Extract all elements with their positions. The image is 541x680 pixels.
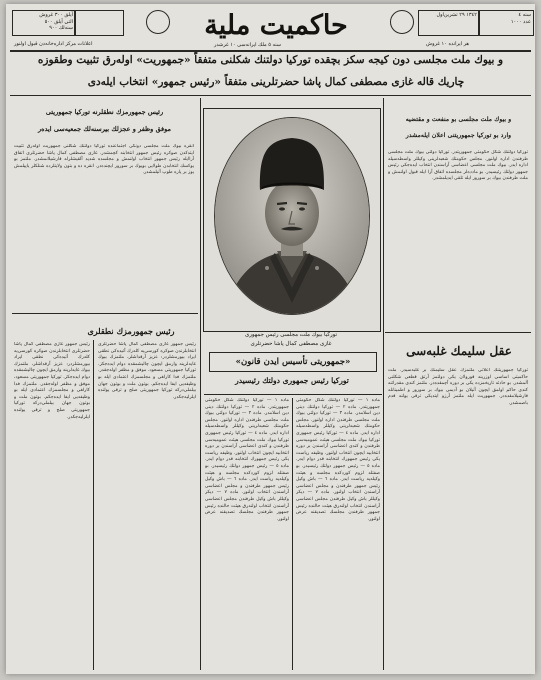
masthead-subline-left: اعلانات مركز اداره‌خانه‌دن قبول اولنور xyxy=(14,41,93,47)
portrait-figure-icon xyxy=(215,118,369,314)
column-rule-left xyxy=(200,98,201,670)
left-article-body: انقره بيوك ملت مجلسی دونكی اجتماعنده تورکيا دولتنك شكلنی جمهوريت اولەرق تثبيت ايتدكدن صوكره رئيس جمهور انتخابنه كچمشدر. غازی مصطفی كمال پاشا حضرتلری اتفاق آراايله رئيس جمهور انتخاب اولنمش و مجلسده شديد آلقيشلرله قارشيلانمشدر. ملتمز بو يوكسك انتخابدن طولايی بويوك بر سورور ايچنده‌در. انقره ده و بتون ولايتلرده شنلكلر ياپيلمش يوز بر پاره طوپ آتيلمشدر. xyxy=(14,144,194,176)
issue-number-box xyxy=(478,10,534,36)
newspaper-page xyxy=(6,4,535,674)
main-headline-line1: و بيوك ملت مجلسی دون كيجه سكز بچقده تورکيا دولتنك شكلنی متفقاً «جمهوريت» اولەرق تثبيت وطقوزه xyxy=(37,54,504,66)
subscription-line: التي آيلق ٥٠٠ xyxy=(44,18,73,25)
issue-line: سنه ٤ xyxy=(518,12,531,18)
seal-left-icon xyxy=(146,10,170,34)
subscription-line: آيلق ٣٠٠ غروش xyxy=(39,12,73,18)
right-bottom-heading: عقل سليمك غلبەسی xyxy=(406,344,512,358)
law-box-title: «جمهوريتی تأسيس ايدن قانون» xyxy=(209,352,377,372)
left-inner-column-rule xyxy=(93,340,94,670)
right-column-divider xyxy=(385,332,531,333)
main-headline-line2: چاريك قالە غازی مصطفی كمال پاشا حضرتلرينی متفقاً «رئيس جمهور» انتخاب ايلەدی xyxy=(87,76,465,88)
masthead-subline: سنه ٥ ملك ايرانه‌سی ١٠ غرشدر xyxy=(214,42,281,48)
left-article-heading-1: رئيس جمهورمزك نطقلرنه تورکيا جمهوريتی xyxy=(45,108,164,116)
issue-info-box xyxy=(74,10,124,36)
date-line: ١٣٤٢ ۲۹ تشرين‌اول xyxy=(436,12,477,18)
date-box xyxy=(418,10,480,36)
seal-right-icon xyxy=(390,10,414,34)
law-box-divider xyxy=(204,394,382,395)
law-box-subtitle: تورکيا رئيس جمهوری دولتك رئيسيدر xyxy=(235,376,349,385)
law-body-col1: ماده ١ — تورکيا دولتنك شكل حكومتی جمهوريتدر. ماده ٢ — تورکيا دولتنك دينی دين اسلامدر. ماده ٣ — تورکيا دولتی بيوك ملت مجلسی طرفندن اداره اولنور. مجلس حكومتك شعبه‌لرينی وكيللر واسطه‌سيله اداره ايدر. ماده ٤ — تورکيا رئيس جمهوری تورکيا بيوك ملت مجلسی هيئت عموميه‌سی طرفندن و كندی اعضاسی آراسندن بر دوره انتخابيه ايچون انتخاب اولنور. وظيفه رياست يكی رئيس جمهورك انتخابنه قدر دوام ايدر. ماده ٥ — رئيس جمهور دولتك رئيسيدر. بو صفتله لزوم كوردكده مجلسه و هيئت وكيله‌يه رياست ايدر. ماده ٦ — باش وكيل رئيس جمهور طرفندن و مجلس اعضاسی آراسندن انتخاب اولنور. ماده ٧ — ديكر وكيللر باش وكيل طرفندن مجلس اعضاسی آراسندن انتخاب اولنه‌رق هيئت حالنده رئيس جمهور طرفندن مجلسك تصديقنه عرض اولنور. xyxy=(296,398,380,522)
right-article-heading-1: و بيوك ملت مجلسی بو منفعت و مقتضيه xyxy=(405,116,512,123)
law-inner-column-rule xyxy=(292,398,293,670)
subscription-box xyxy=(12,10,76,36)
newspaper-title: حاكميت ملية xyxy=(204,10,348,41)
portrait-frame xyxy=(203,108,381,332)
issue-line: عدد ۱۰۰۰ xyxy=(510,18,531,25)
masthead-subline-right: هر ايرانده ١٠ غروش xyxy=(426,41,469,47)
right-article-heading-2: وارد بو تورکيا جمهوريتنی اعلان ايلەمشدر xyxy=(405,132,512,139)
left-bottom-body-col1: رئيس جمهور غازی مصطفی كمال پاشا حضرتلری انتخابلرندن صوكره كورسی‌يه كله‌رك آتيده‌كی نطقی ايراد بيورمشلردر: عزيز آرقداشلر، ملتمزك بيوك غايه‌لرينه وارمق ايچون چاليشمقده دوام ايده‌جكز. تورکيا جمهوريتی مسعود، موفق و مظفر اوله‌جقدر. ملتمزك فدا كارلغی و مجلسمزك اعتمادی ايله بو وظيفه‌يی ايفا ايده‌جكم. بوتون ملت و بوتون جهان بيلملی‌درکه تورکيا جمهوريتی صلح و ترقی يولنده ايلرلیه‌جكدر. xyxy=(98,342,196,400)
portrait-caption-line2: غازی مصطفی كمال پاشا حضرتلری xyxy=(250,341,332,347)
portrait-caption-line1: تورکيا بيوك ملت مجلسی رئيس جمهوری xyxy=(244,332,338,338)
left-article-heading-2: موفق وظفر و عجزلك بيرسنه‌لك جمعيەسی ايده‌ر xyxy=(38,125,171,133)
subscription-line: سنه‌لك ٩٠٠ xyxy=(49,25,73,31)
left-column-divider xyxy=(12,313,198,314)
column-rule-right xyxy=(383,98,384,670)
law-body-col2: ماده ١ — تورکيا دولتنك شكل حكومتی جمهوريتدر. ماده ٢ — تورکيا دولتنك دينی دين اسلامدر. ماده ٣ — تورکيا دولتی بيوك ملت مجلسی طرفندن اداره اولنور. مجلس حكومتك شعبه‌لرينی وكيللر واسطه‌سيله اداره ايدر. ماده ٤ — تورکيا رئيس جمهوری تورکيا بيوك ملت مجلسی هيئت عموميه‌سی طرفندن و كندی اعضاسی آراسندن بر دوره انتخابيه ايچون انتخاب اولنور. وظيفه رياست يكی رئيس جمهورك انتخابنه قدر دوام ايدر. ماده ٥ — رئيس جمهور دولتك رئيسيدر. بو صفتله لزوم كوردكده مجلسه و هيئت وكيله‌يه رياست ايدر. ماده ٦ — باش وكيل رئيس جمهور طرفندن و مجلس اعضاسی آراسندن انتخاب اولنور. ماده ٧ — ديكر وكيللر باش وكيل طرفندن مجلس اعضاسی آراسندن انتخاب اولنه‌رق هيئت حالنده رئيس جمهور طرفندن مجلسك تصديقنه عرض اولنور. xyxy=(205,398,289,522)
right-article-body: تورکيا دولتنك شكل حكومتی جمهوريتدر. تورکيا دولتی بيوك ملت مجلسی طرفندن اداره اولنور. مجلس حكومتك شعبه‌لرينی وكيللر واسطه‌سيله اداره ايدر. بيوك ملت مجلسی اعضاسی آراسندن انتخاب ايده‌جكی رئيس جمهور دولتك رئيسيدر. بو مادده‌لر مجلسده اتفاق آرا ايله قبول اولنمش و ملت طرفندن بيوك بر سورور ايله تلقی ايديلمشدر. xyxy=(388,150,528,182)
right-bottom-body: تورکيا جمهوريتنك اعلانی ملتمزك عقل سليمنك بر غلبه‌سيدر. ملت حاكميتی اساسی اوزرينه قورولان يكی دولتمز آرتق قطعی شكلنی آلمشدر. بو حادثه تاريخمزده يكی بر دوره آچمقده‌در. ملتمز كندی مقدراتنه كندی حاكم اولمق ايچون آتيلان بو آديمی بيوك بر سورور و اطمينانله قارشيلامقده‌در. جمهوريت ايله ملتمز آرزو ايتديكی ترقی يولنه قدم باصمشدر. xyxy=(388,368,528,406)
portrait-photo xyxy=(214,117,370,315)
masthead-divider xyxy=(10,50,531,52)
left-bottom-heading: رئيس جمهورمزك نطقلری xyxy=(87,326,175,336)
headline-divider xyxy=(10,95,531,96)
left-bottom-body-col2: رئيس جمهور غازی مصطفی كمال پاشا حضرتلری انتخابلرندن صوكره كورسی‌يه كله‌رك آتيده‌كی نطقی ايراد بيورمشلردر: عزيز آرقداشلر، ملتمزك بيوك غايه‌لرينه وارمق ايچون چاليشمقده دوام ايده‌جكز. تورکيا جمهوريتی مسعود، موفق و مظفر اوله‌جقدر. ملتمزك فدا كارلغی و مجلسمزك اعتمادی ايله بو وظيفه‌يی ايفا ايده‌جكم. بوتون ملت و بوتون جهان بيلملی‌درکه تورکيا جمهوريتی صلح و ترقی يولنده ايلرلیه‌جكدر. xyxy=(14,342,90,420)
